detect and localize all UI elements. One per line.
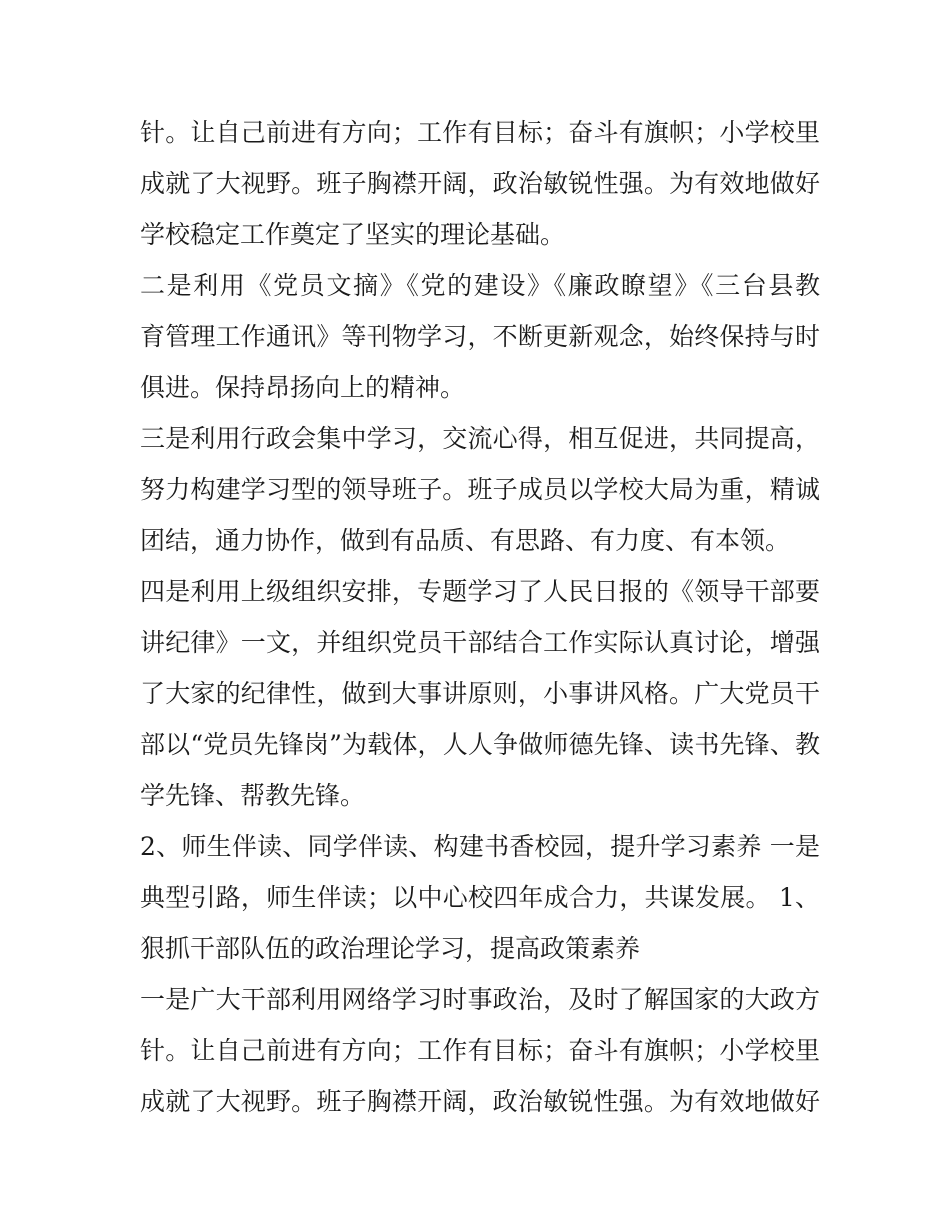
text-line: 了大家的纪律性，做到大事讲原则，小事讲风格。广大党员干 [140,679,820,708]
text-line: 典型引路，师生伴读；以中心校四年成合力，共谋发展。 1、 [140,883,820,912]
text-line: 三是利用行政会集中学习，交流心得，相互促进，共同提高， [140,424,820,453]
text-line: 努力构建学习型的领导班子。班子成员以学校大局为重，精诚 [140,475,820,504]
text-line: 针。让自己前进有方向；工作有目标；奋斗有旗帜；小学校里 [140,1036,820,1065]
text-line: 成就了大视野。班子胸襟开阔，政治敏锐性强。为有效地做好 [140,1087,820,1116]
text-line: 学先锋、帮教先锋。 [140,781,366,810]
text-line: 成就了大视野。班子胸襟开阔，政治敏锐性强。为有效地做好 [140,169,820,198]
text-line: 俱进。保持昂扬向上的精神。 [140,373,466,402]
text-line: 四是利用上级组织安排，专题学习了人民日报的《领导干部要 [140,577,820,606]
text-line: 二是利用《党员文摘》《党的建设》《廉政瞭望》《三台县教 [140,271,820,300]
text-line: 部以“党员先锋岗”为载体，人人争做师德先锋、读书先锋、教 [140,730,820,759]
document-body [140,107,820,1127]
text-line: 团结，通力协作，做到有品质、有思路、有力度、有本领。 [140,526,791,555]
text-line: 学校稳定工作奠定了坚实的理论基础。 [140,220,566,249]
text-line: 育管理工作通讯》等刊物学习，不断更新观念，始终保持与时 [140,322,820,351]
text-line: 2、师生伴读、同学伴读、构建书香校园，提升学习素养 一是 [140,832,820,861]
text-line: 一是广大干部利用网络学习时事政治，及时了解国家的大政方 [140,985,820,1014]
text-line: 讲纪律》一文，并组织党员干部结合工作实际认真讨论，增强 [140,628,820,657]
text-line: 狠抓干部队伍的政治理论学习，提高政策素养 [140,934,641,963]
text-line: 针。让自己前进有方向；工作有目标；奋斗有旗帜；小学校里 [140,118,820,147]
